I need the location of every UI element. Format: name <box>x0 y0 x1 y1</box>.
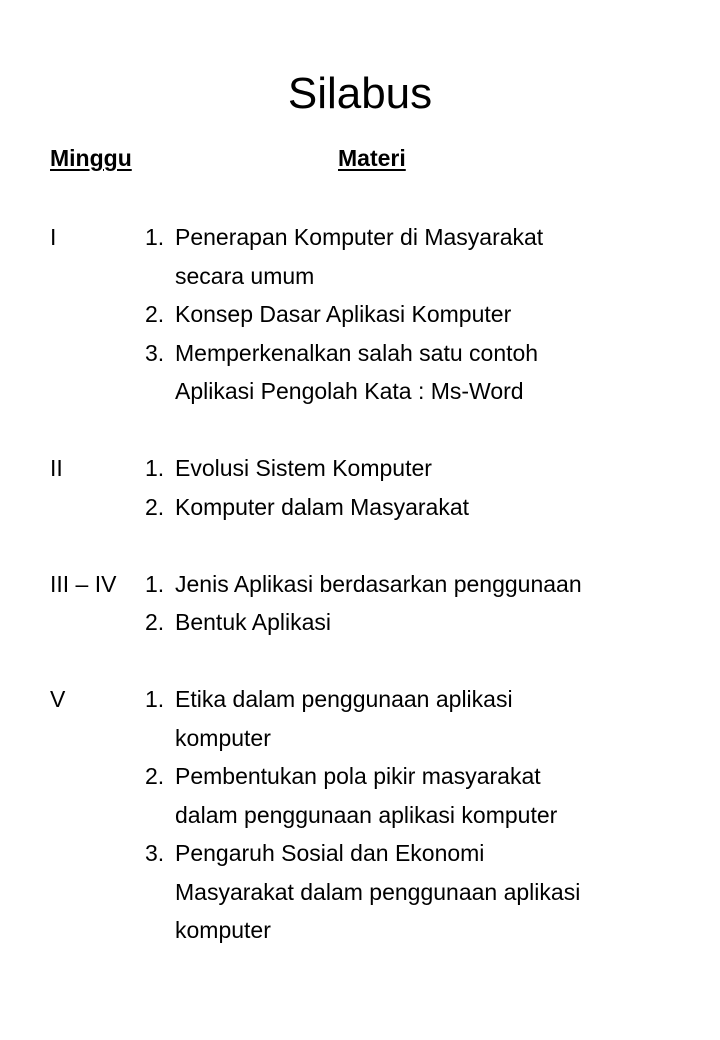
material-item <box>0 334 720 411</box>
material-item-text: komputer <box>175 724 271 751</box>
material-item-text: Masyarakat dalam penggunaan aplikasi <box>175 878 581 905</box>
syllabus-section <box>0 565 720 642</box>
syllabus-section <box>0 449 720 526</box>
week-label: I <box>50 224 57 250</box>
material-item-text: komputer <box>175 917 271 943</box>
material-item <box>0 565 720 604</box>
material-item-text: Aplikasi Pengolah Kata : Ms-Word <box>175 378 524 404</box>
material-item <box>0 218 720 295</box>
material-item <box>0 757 720 834</box>
page-title: Silabus <box>287 69 433 118</box>
material-item-number: 1. <box>145 570 165 597</box>
material-item-number: 2. <box>145 301 165 327</box>
material-item-number: 1. <box>145 224 165 250</box>
material-item-number: 1. <box>145 455 165 481</box>
material-item-number: 2. <box>145 609 165 635</box>
material-item-text: Pembentukan pola pikir masyarakat <box>175 763 541 789</box>
column-header-week: Minggu <box>50 145 132 171</box>
material-item-text: Evolusi Sistem Komputer <box>175 455 432 481</box>
material-item-text: Konsep Dasar Aplikasi Komputer <box>175 301 512 327</box>
material-item-number: 2. <box>145 763 165 789</box>
column-header-material: Materi <box>338 145 406 171</box>
material-item-text: Pengaruh Sosial dan Ekonomi <box>175 840 485 866</box>
material-item-text: Penerapan Komputer di Masyarakat <box>175 224 544 250</box>
syllabus-section <box>0 218 720 411</box>
material-item-number: 1. <box>145 686 165 712</box>
syllabus-section <box>0 680 720 950</box>
week-label: II <box>50 455 63 481</box>
material-item-text: Bentuk Aplikasi <box>175 609 331 635</box>
week-label: V <box>50 686 66 712</box>
material-item-text: dalam penggunaan aplikasi komputer <box>175 801 558 828</box>
material-item-text: secara umum <box>175 262 315 289</box>
material-item <box>0 680 720 757</box>
material-item-text: Jenis Aplikasi berdasarkan penggunaan <box>175 570 582 597</box>
material-item <box>0 834 720 950</box>
material-item-number: 3. <box>145 840 165 866</box>
material-item <box>0 449 720 488</box>
material-item <box>0 488 720 527</box>
syllabus-sections <box>0 218 720 988</box>
material-item-text: Komputer dalam Masyarakat <box>175 493 470 520</box>
material-item <box>0 603 720 642</box>
material-item-text: Etika dalam penggunaan aplikasi <box>175 686 513 712</box>
material-item-text: Memperkenalkan salah satu contoh <box>175 339 539 366</box>
material-item <box>0 295 720 334</box>
material-item-number: 2. <box>145 493 165 520</box>
material-item-number: 3. <box>145 339 165 366</box>
week-label: III – IV <box>50 570 117 597</box>
